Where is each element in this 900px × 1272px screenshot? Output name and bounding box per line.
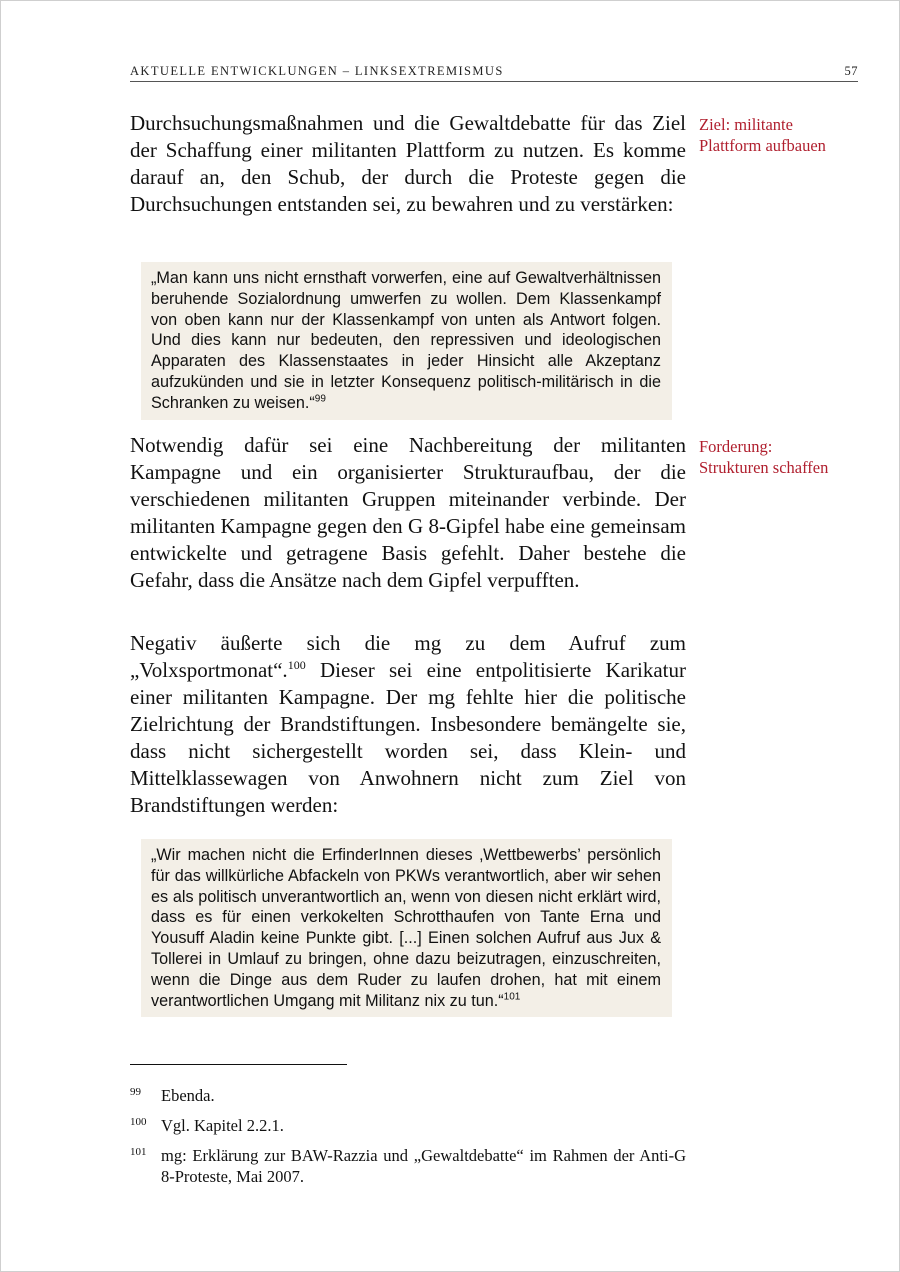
footnote-text: Ebenda. [161,1086,215,1105]
body-paragraph-2 [130,432,686,594]
footnote-99 [130,1085,686,1106]
footnote-number: 100 [130,1116,147,1128]
footnote-ref: 101 [503,991,521,1003]
paragraph-text-start: Negativ äußerte sich die mg zu dem Aufruf zum „Volxsportmonat“. [130,631,686,682]
body-paragraph-1 [130,110,686,218]
header-rule [130,81,858,82]
paragraph-text-end: Dieser sei eine entpolitisierte Karikatur einer militanten Kampagne. Der mg fehlte hier die politische Zielrichtung der Brandstiftungen. Insbesondere bemängelte sie, dass nicht sichergestellt worden sei, dass Klein- und Mittelklassewagen von Anwohnern nicht zum Ziel von Brandstiftungen werden: [130,658,686,817]
footnote-101 [130,1145,686,1187]
footnote-ref: 99 [314,393,326,405]
margin-note-line: Ziel: militante [699,115,793,134]
footnote-ref: 100 [287,658,306,672]
page-number: 57 [844,64,858,78]
body-paragraph-3 [130,630,686,819]
footnote-text: mg: Erklärung zur BAW-Razzia und „Gewaltdebatte“ im Rahmen der Anti-G 8-Proteste, Mai 2007. [161,1146,686,1186]
paragraph-text: Notwendig dafür sei eine Nachbereitung der militanten Kampagne und ein organisierter Strukturaufbau, der die verschiedenen militanten Gruppen miteinander verbinde. Der militanten Kampagne gegen den G 8-Gipfel habe eine gemeinsam entwickelte und getragene Basis gefehlt. Daher bestehe die Gefahr, dass die Ansätze nach dem Gipfel verpufften. [130,433,686,592]
running-header [130,64,858,79]
block-quote-1 [141,262,672,420]
footnote-100 [130,1115,686,1136]
margin-note-1 [699,114,889,156]
paragraph-text: Durchsuchungsmaßnahmen und die Gewaltdebatte für das Ziel der Schaffung einer militanten Plattform zu nutzen. Es komme darauf an, den Schub, der durch die Proteste gegen die Durchsuchungen entstanden sei, zu bewahren und zu verstärken: [130,111,686,216]
footnote-number: 101 [130,1146,147,1158]
block-quote-2 [141,839,672,1017]
margin-note-line: Strukturen schaffen [699,458,829,477]
footnote-number: 99 [130,1086,141,1098]
margin-note-line: Forderung: [699,437,773,456]
running-title: AKTUELLE ENTWICKLUNGEN – LINKSEXTREMISMUS [130,64,504,78]
paragraph-text [130,630,686,819]
footnote-separator [130,1064,347,1065]
quote-text: „Wir machen nicht die ErfinderInnen dieses ‚Wettbewerbs’ persönlich für das willkürliche Abfackeln von PKWs verantwortlich, aber wir sehen es als politisch unverantwortlich an, wenn von diesen nicht erklärt wird, dass es für einen verkokelten Schrotthaufen von Tante Erna und Yousuff Aladin keine Punkte gibt. [...] Einen solchen Aufruf aus Jux & Tollerei in Umlauf zu bringen, ohne dazu beizutragen, einzuschreiten, wenn die Dinge aus dem Ruder zu laufen drohen, hat mit einem verantwortlichen Umgang mit Militanz nix zu tun.“ [151,846,661,1010]
margin-note-line: Plattform aufbauen [699,136,826,155]
quote-text: „Man kann uns nicht ernsthaft vorwerfen, eine auf Gewaltverhältnissen beruhende Sozialordnung umwerfen zu wollen. Dem Klassenkampf von oben kann nur der Klassenkampf von unten als Antwort folgen. Und dies kann nur bedeuten, den repressiven und ideologischen Apparaten des Klassenstaates in jeder Hinsicht alle Akzeptanz aufzukünden und sie in letzter Konsequenz politisch-militärisch in die Schranken zu weisen.“ [151,269,661,412]
footnote-text: Vgl. Kapitel 2.2.1. [161,1116,284,1135]
margin-note-2 [699,436,889,478]
